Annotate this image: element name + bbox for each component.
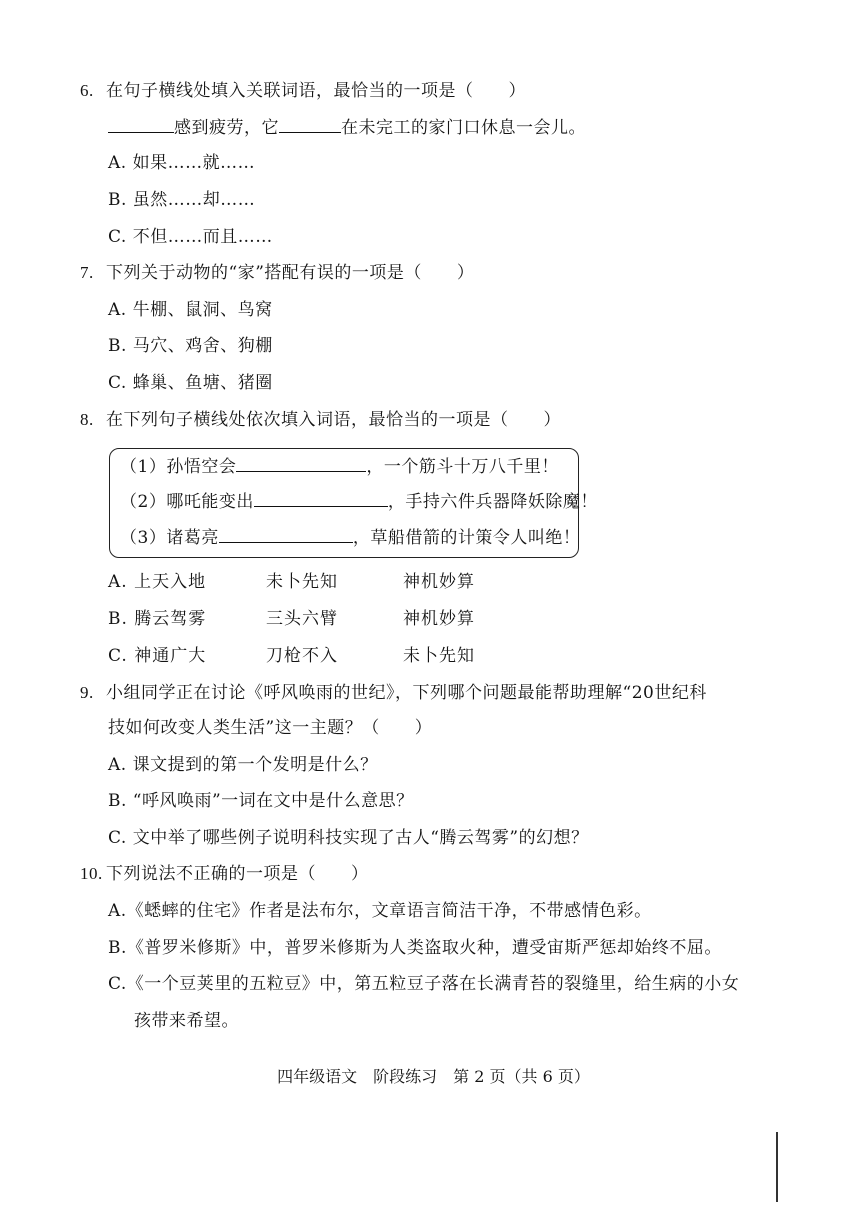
q6-number: 6. [80, 81, 94, 100]
q8-stem [80, 409, 561, 431]
q10-stem-text: 下列说法不正确的一项是（ ） [106, 864, 369, 884]
q6-stem [80, 80, 526, 102]
q8-option-c-label: C. 神通广大 [108, 646, 207, 666]
q7-option-c[interactable]: C. 蜂巢、鱼塘、猪圈 [108, 373, 273, 393]
q10-option-b[interactable]: B.《普罗米修斯》中，普罗米修斯为人类盗取火种，遭受宙斯严惩却始终不屈。 [108, 938, 722, 958]
q9-stem-line-2: 技如何改变人类生活”这一主题？（ ） [108, 718, 433, 738]
q10-option-c-continuation: 孩带来希望。 [134, 1011, 239, 1031]
q8-box-line-2-prefix: （2）哪吒能变出 [120, 492, 254, 512]
q10-option-a[interactable]: A.《蟋蟀的住宅》作者是法布尔，文章语言简洁干净，不带感情色彩。 [108, 901, 652, 921]
q6-sentence [108, 117, 586, 139]
q8-box-blank-3[interactable] [219, 527, 353, 543]
q8-box-line-2 [120, 491, 598, 513]
page-footer: 四年级语文 阶段练习 第 2 页（共 6 页） [277, 1067, 590, 1086]
q6-sentence-part2: 在未完工的家门口休息一会儿。 [341, 118, 586, 138]
q7-option-b[interactable]: B. 马穴、鸡舍、狗棚 [108, 336, 273, 356]
q8-box-line-1 [120, 456, 559, 478]
q8-option-a-label: A. 上天入地 [108, 572, 207, 592]
q9-stem-text-1: 小组同学正在讨论《呼风唤雨的世纪》，下列哪个问题最能帮助理解“20世纪科 [106, 683, 707, 703]
q8-box-line-3-suffix: ，草船借箭的计策令人叫绝！ [352, 528, 581, 548]
q9-option-c[interactable]: C. 文中举了哪些例子说明科技实现了古人“腾云驾雾”的幻想？ [108, 828, 589, 848]
q8-box-line-2-suffix: ，手持六件兵器降妖除魔！ [387, 492, 598, 512]
q8-box-line-1-suffix: ，一个筋斗十万八千里！ [366, 457, 559, 477]
q8-option-c-word2: 刀枪不入 [266, 646, 338, 666]
q7-number: 7. [80, 263, 94, 282]
q6-blank-2[interactable] [279, 117, 341, 133]
q9-number: 9. [80, 683, 94, 702]
q6-option-c[interactable]: C. 不但……而且…… [108, 227, 273, 247]
q8-box-line-3 [120, 527, 580, 549]
q6-stem-text: 在句子横线处填入关联词语，最恰当的一项是（ ） [106, 81, 526, 101]
q9-option-a[interactable]: A. 课文提到的第一个发明是什么？ [108, 755, 378, 775]
q10-number: 10. [80, 864, 103, 883]
scan-edge-mark [776, 1132, 778, 1202]
q8-option-c-word3: 未卜先知 [403, 646, 475, 666]
q6-option-b[interactable]: B. 虽然……却…… [108, 190, 256, 210]
q9-stem-line-1 [80, 682, 707, 704]
q8-box-blank-2[interactable] [254, 491, 388, 507]
q8-box-line-3-prefix: （3）诸葛亮 [120, 528, 219, 548]
q7-stem [80, 262, 474, 284]
q8-box-line-1-prefix: （1）孙悟空会 [120, 457, 237, 477]
q8-option-b-label: B. 腾云驾雾 [108, 609, 207, 629]
q7-stem-text: 下列关于动物的“家”搭配有误的一项是（ ） [106, 263, 475, 283]
q10-stem [80, 863, 369, 885]
q8-box-blank-1[interactable] [236, 456, 366, 472]
q6-option-a[interactable]: A. 如果……就…… [108, 153, 256, 173]
q8-option-a-word3: 神机妙算 [403, 572, 475, 592]
q6-sentence-part1: 感到疲劳，它 [174, 118, 279, 138]
q6-blank-1[interactable] [108, 117, 174, 133]
q7-option-a[interactable]: A. 牛棚、鼠洞、鸟窝 [108, 300, 273, 320]
q10-option-c[interactable]: C.《一个豆荚里的五粒豆》中，第五粒豆子落在长满青苔的裂缝里，给生病的小女 [108, 974, 740, 994]
q8-sentence-box [109, 448, 598, 558]
q8-number: 8. [80, 410, 94, 429]
q8-option-a-word2: 未卜先知 [266, 572, 338, 592]
q9-option-b[interactable]: B. “呼风唤雨”一词在文中是什么意思？ [108, 791, 414, 811]
q8-option-b-word3: 神机妙算 [403, 609, 475, 629]
q8-stem-text: 在下列句子横线处依次填入词语，最恰当的一项是（ ） [106, 410, 561, 430]
q8-option-b-word2: 三头六臂 [266, 609, 338, 629]
